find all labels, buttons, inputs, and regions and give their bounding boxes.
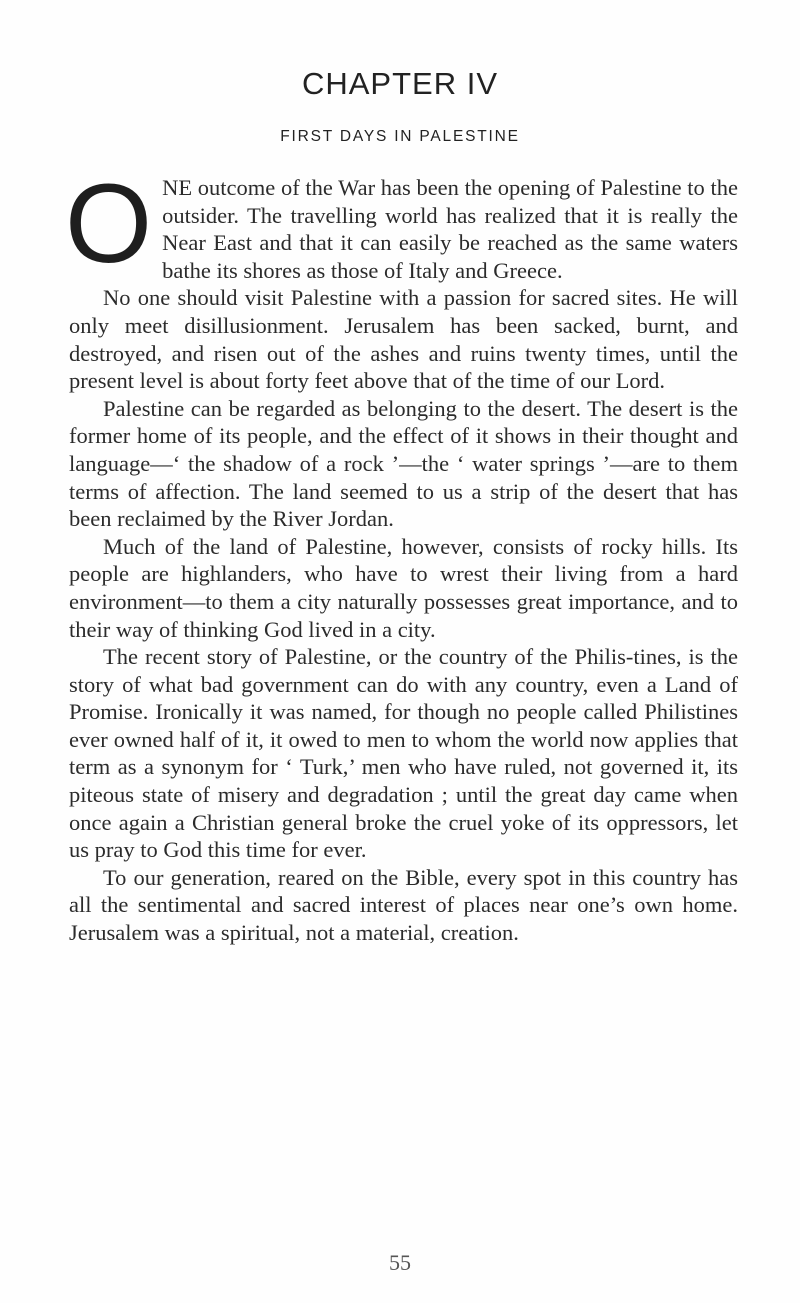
paragraph-4: Much of the land of Palestine, however, consists of rocky hills. Its people are highlanders, who have to wrest their living from a hard environment—to them a city naturally possesses great importance, and to their way of thinking God lived in a city. [69,533,738,642]
drop-cap: O [65,161,153,286]
page-number: 55 [389,1250,411,1275]
paragraph-1-text: NE outcome of the War has been the opening of Palestine to the outsider. The travelling world has realized that it is really the Near East and that it can easily be reached as the same waters bathe its shores as those of Italy and Greece. [162,175,738,283]
chapter-body [65,161,738,947]
paragraph-5: The recent story of Palestine, or the country of the Philis-tines, is the story of what bad government can do with any country, even a Land of Promise. Ironically it was named, for though no people called Philistines ever owned half of it, it owed to men to whom the world now applies that term as a synonym for ‘ Turk,’ men who have ruled, not governed it, its piteous state of misery and degradation ; until the great day came when once again a Christian general broke the cruel yoke of its oppressors, let us pray to God this time for ever. [69,644,738,863]
paragraph-1 [65,161,738,286]
paragraph-3: Palestine can be regarded as belonging to the desert. The desert is the former home of its people, and the effect of it shows in their thought and language—‘ the shadow of a rock ’—the ‘ water springs ’—are to them terms of affection. The land seemed to us a strip of the desert that has been reclaimed by the River Jordan. [69,395,738,532]
paragraph-6: To our generation, reared on the Bible, every spot in this country has all the sentimental and sacred interest of places near one’s own home. Jerusalem was a spiritual, not a material, creation. [69,864,738,946]
chapter-subtitle: FIRST DAYS IN PALESTINE [280,128,520,145]
paragraph-2: No one should visit Palestine with a passion for sacred sites. He will only meet disillusionment. Jerusalem has been sacked, burnt, and destroyed, and risen out of the ashes and ruins twenty times, until the present level is about forty feet above that of the time of our Lord. [69,285,738,394]
chapter-heading: CHAPTER IV [301,66,499,101]
